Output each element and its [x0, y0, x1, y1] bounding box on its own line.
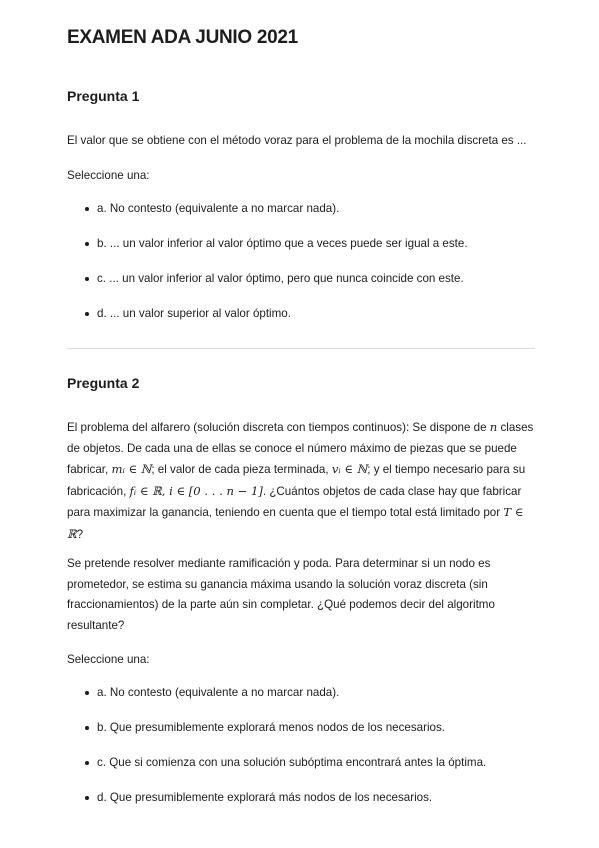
section-divider: [67, 348, 535, 349]
question-1-options: [85, 199, 468, 339]
question-1-select-prompt: Seleccione una:: [67, 169, 150, 182]
question-2-option-a[interactable]: a. No contesto (equivalente a no marcar nada).: [85, 683, 486, 718]
question-2-option-c[interactable]: c. Que si comienza con una solución subóptima encontrará antes la óptima.: [85, 753, 486, 788]
question-2-text: Se pretende resolver mediante ramificación y poda. Para determinar si un nodo es prometedor, se estima su ganancia máxima usando la solución voraz discreta (sin fraccionamientos) de la parte aún sin completar. ¿Qué podemos decir del algoritmo resultante?: [67, 557, 495, 632]
math-T: T ∈ ℝ: [67, 505, 524, 541]
question-1-text: El valor que se obtiene con el método voraz para el problema de la mochila discreta es ...: [67, 134, 527, 147]
math-vi: vᵢ ∈ ℕ: [331, 462, 368, 476]
math-n: n: [489, 420, 498, 434]
question-2-title: Pregunta 2: [67, 375, 140, 391]
question-1-option-d[interactable]: d. ... un valor superior al valor óptimo.: [85, 304, 468, 339]
question-2-select-prompt: Seleccione una:: [67, 653, 150, 666]
question-2-options: [85, 683, 486, 823]
question-1-option-b[interactable]: b. ... un valor inferior al valor óptimo que a veces puede ser igual a este.: [85, 234, 468, 269]
question-1-option-a[interactable]: a. No contesto (equivalente a no marcar nada).: [85, 199, 468, 234]
question-2-statement: El problema del alfarero (solución discreta con tiempos continuos): Se dispone de n clases de objetos. De cada una de ellas se conoce el número máximo de piezas que se puede fabricar, mᵢ ∈ ℕ; el valor de cada pieza terminada, vᵢ ∈ ℕ; y el tiempo necesario para su fabricación, fᵢ ∈ ℝ, i ∈ [0 . . . n − 1]. ¿Cuántos objetos de cada clase hay que fabricar para maximizar la ganancia, teniendo en cuenta que el tiempo total está limitado por T ∈ ℝ?: [67, 420, 534, 541]
question-2-option-b[interactable]: b. Que presumiblemente explorará menos nodos de los necesarios.: [85, 718, 486, 753]
question-1-option-c[interactable]: c. ... un valor inferior al valor óptimo, pero que nunca coincide con este.: [85, 269, 468, 304]
math-mi: mᵢ ∈ ℕ: [111, 462, 152, 476]
exam-title: EXAMEN ADA JUNIO 2021: [67, 27, 298, 48]
math-fi: fᵢ ∈ ℝ, i ∈ [0 . . . n − 1]: [129, 483, 263, 498]
question-1-title: Pregunta 1: [67, 88, 140, 104]
question-2-option-d[interactable]: d. Que presumiblemente explorará más nodos de los necesarios.: [85, 788, 486, 823]
